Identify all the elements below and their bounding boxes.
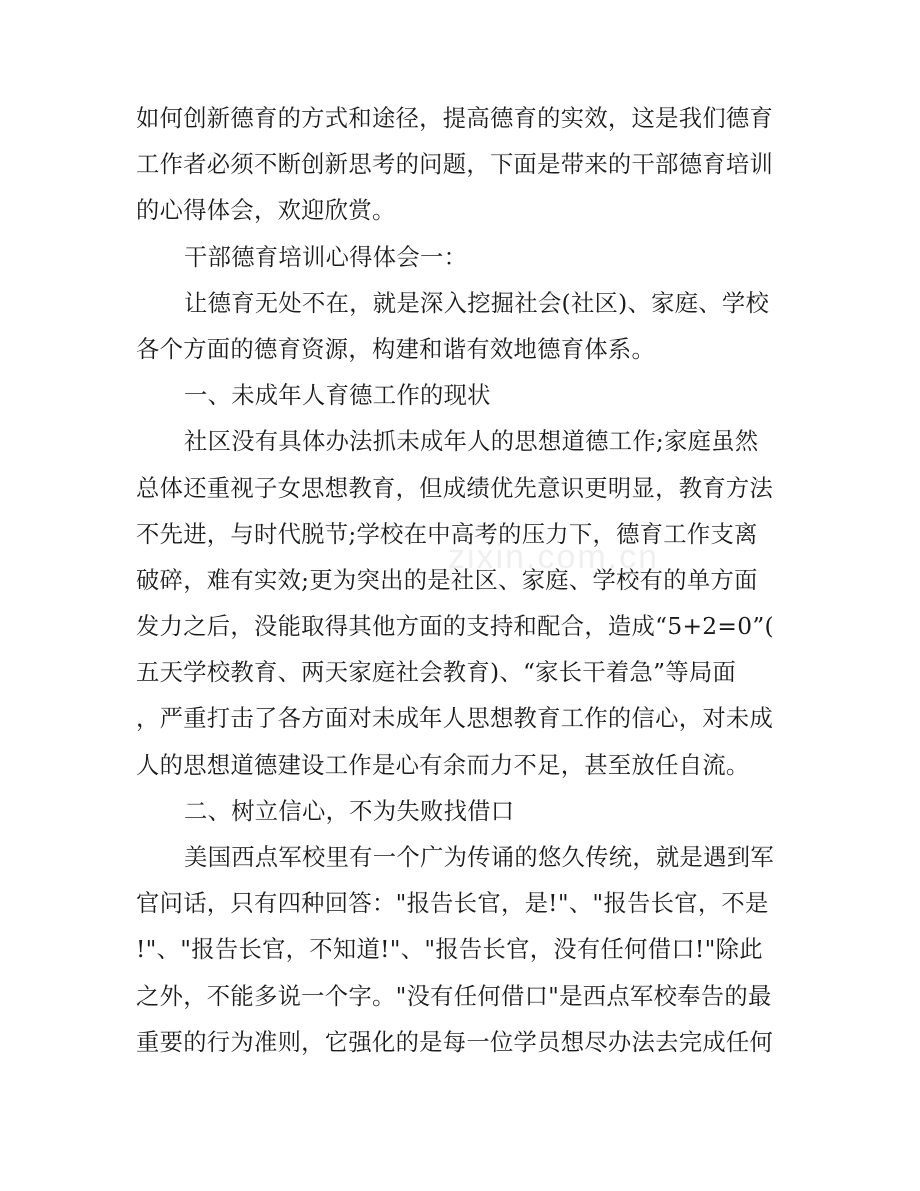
- text-line: 破碎，难有实效;更为突出的是社区、家庭、学校有的单方面: [136, 566, 758, 594]
- text-line: 工作者必须不断创新思考的问题，下面是带来的干部德育培训: [136, 151, 774, 179]
- text-line: 各个方面的德育资源，构建和谐有效地德育体系。: [136, 335, 656, 363]
- text-line: 如何创新德育的方式和途径，提高德育的实效，这是我们德育: [136, 105, 774, 132]
- text-line: 官问话，只有四种回答："报告长官，是!"、"报告长官，不是: [136, 890, 769, 918]
- text-line: !"、"报告长官，不知道!"、"报告长官，没有任何借口!"除此: [136, 936, 763, 964]
- document-body: [136, 96, 788, 1066]
- watermark: zixin.com.cn: [448, 538, 660, 576]
- text-line: 发力之后，没能取得其他方面的支持和配合，造成“5+2=0”(: [136, 613, 774, 641]
- text-line: 二、树立信心，不为失败找借口: [184, 797, 515, 825]
- text-line: 不先进，与时代脱节;学校在中高考的压力下，德育工作支离: [136, 520, 758, 548]
- text-line: 美国西点军校里有一个广为传诵的悠久传统，就是遇到军: [184, 844, 774, 871]
- text-line: 重要的行为准则，它强化的是每一位学员想尽办法去完成任何: [136, 1028, 774, 1056]
- text-line: 让德育无处不在，就是深入挖掘社会(社区)、家庭、学校: [184, 289, 770, 317]
- text-line: ，严重打击了各方面对未成年人思想教育工作的信心，对未成: [136, 705, 774, 733]
- text-line: 的心得体会，欢迎欣赏。: [136, 197, 396, 225]
- text-line: 一、未成年人育德工作的现状: [184, 382, 491, 410]
- text-line: 五天学校教育、两天家庭社会教育)、“家长干着急”等局面: [136, 659, 737, 687]
- text-line: 干部德育培训心得体会一：: [184, 243, 468, 271]
- text-line: 人的思想道德建设工作是心有余而力不足，甚至放任自流。: [136, 751, 750, 779]
- text-line: 总体还重视子女思想教育，但成绩优先意识更明显，教育方法: [136, 474, 774, 502]
- text-line: 社区没有具体办法抓未成年人的思想道德工作;家庭虽然: [184, 428, 759, 456]
- text-line: 之外，不能多说一个字。"没有任何借口"是西点军校奉告的最: [136, 982, 772, 1010]
